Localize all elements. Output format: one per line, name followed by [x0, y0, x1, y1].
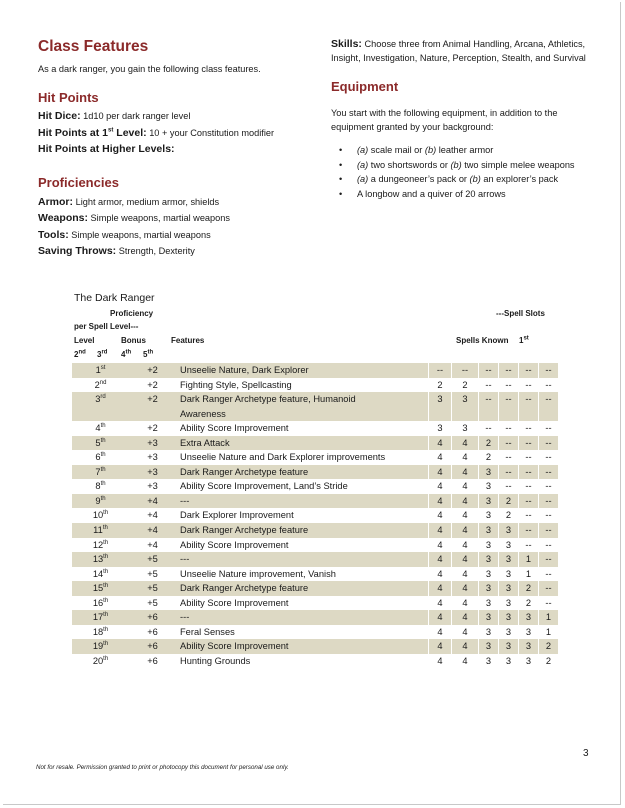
armor-label: Armor: — [38, 195, 74, 208]
hp-higher-levels-label: Hit Points at Higher Levels: — [38, 143, 175, 155]
table-row — [72, 436, 558, 451]
table-row — [72, 465, 558, 480]
equipment-item: • A longbow and a quiver of 20 arrows — [331, 188, 593, 202]
features-cell: Unseelie Nature and Dark Explorer improvements — [180, 452, 386, 463]
cantrips-cell — [429, 407, 452, 422]
header-spell-slots-right: ---Spell Slots — [496, 309, 545, 318]
cantrips-cell: 3 — [429, 392, 452, 407]
slot-1-cell: -- — [479, 378, 499, 393]
features-cell: Ability Score Improvement — [180, 539, 289, 550]
spells-known-cell: 4 — [452, 494, 479, 509]
skills-label: Skills: — [331, 38, 362, 50]
level-cell: 5th — [72, 436, 129, 451]
table-row — [72, 610, 558, 625]
table-title: The Dark Ranger — [74, 292, 155, 304]
table-row — [72, 479, 558, 494]
spells-known-cell: 4 — [452, 581, 479, 596]
features-cell: Ability Score Improvement — [180, 423, 289, 434]
features-cell: Fighting Style, Spellcasting — [180, 379, 292, 390]
bonus-cell: +5 — [129, 552, 176, 567]
features-cell: --- — [176, 552, 429, 567]
weapons-line — [38, 210, 308, 227]
slot-2-cell: -- — [499, 465, 519, 480]
level-cell: 14th — [92, 568, 109, 579]
level-cell: 6th — [95, 452, 106, 463]
dark-ranger-table — [72, 363, 558, 668]
hp-first-level-label: Hit Points at 1st Level: — [38, 126, 147, 139]
features-cell: Ability Score Improvement — [180, 597, 289, 608]
bonus-cell: +3 — [129, 465, 176, 480]
table-row — [72, 508, 558, 523]
slot-1-cell: 3 — [479, 552, 499, 567]
weapons-label: Weapons: — [38, 212, 88, 224]
bonus-cell — [129, 407, 176, 422]
cantrips-cell: 3 — [429, 421, 452, 436]
level-cell: 4th — [95, 423, 106, 434]
slot-3-cell: -- — [519, 479, 539, 494]
slot-3-cell: -- — [519, 436, 539, 451]
table-row — [72, 407, 558, 422]
features-cell: Dark Ranger Archetype feature — [176, 465, 429, 480]
spells-known-cell: 4 — [452, 552, 479, 567]
slot-1-cell: -- — [479, 392, 499, 407]
equipment-heading: Equipment — [331, 79, 399, 94]
slot-1-cell: 3 — [479, 654, 499, 669]
table-row — [72, 639, 558, 654]
table-row — [72, 596, 558, 611]
slot-3-cell: -- — [519, 378, 539, 393]
bonus-cell: +3 — [147, 481, 158, 492]
level-cell: 12th — [92, 539, 109, 550]
spells-known-cell: 4 — [452, 450, 479, 465]
class-features-intro: As a dark ranger, you gain the following class features. — [38, 64, 261, 74]
table-row — [72, 567, 558, 582]
spells-known-cell: 4 — [452, 465, 479, 480]
table-row — [72, 363, 558, 378]
slot-3-cell: 1 — [519, 552, 539, 567]
slot-3-cell: -- — [519, 421, 539, 436]
cantrips-cell: 4 — [429, 523, 452, 538]
slot-1-cell: 3 — [479, 596, 499, 611]
level-cell: 13th — [72, 552, 129, 567]
header-slot-5th: 5th — [143, 349, 154, 359]
features-cell: Dark Ranger Archetype feature — [176, 523, 429, 538]
header-level: Level — [74, 336, 95, 345]
level-cell: 7th — [72, 465, 129, 480]
slot-4-cell: -- — [539, 378, 559, 393]
header-spell-slots-left: per Spell Level--- — [74, 322, 139, 331]
spells-known-cell: 4 — [452, 596, 479, 611]
level-cell: 18th — [92, 626, 109, 637]
slot-1-cell: 3 — [479, 508, 499, 523]
slot-2-cell: 3 — [499, 625, 519, 640]
slot-1-cell: 3 — [479, 639, 499, 654]
spells-known-cell: -- — [452, 363, 479, 378]
level-cell: 8th — [95, 481, 106, 492]
saving-throws-label: Saving Throws: — [38, 245, 117, 257]
level-cell: 10th — [92, 510, 109, 521]
left-column — [38, 38, 308, 260]
header-slot-1st: 1st — [519, 335, 529, 345]
slot-4-cell: 2 — [539, 654, 559, 669]
armor-line — [38, 194, 308, 211]
hit-dice-value: 1d10 per dark ranger level — [83, 111, 191, 121]
features-cell: Unseelie Nature, Dark Explorer — [176, 363, 429, 378]
level-cell: 1st — [72, 363, 129, 378]
slot-3-cell: 3 — [519, 625, 539, 640]
slot-2-cell: 3 — [499, 552, 519, 567]
level-cell: 20th — [92, 655, 109, 666]
slot-4-cell: 1 — [539, 625, 559, 640]
table-row — [72, 552, 558, 567]
weapons-value: Simple weapons, martial weapons — [90, 213, 230, 223]
tools-line — [38, 227, 308, 244]
level-cell: 17th — [72, 610, 129, 625]
slot-3-cell: -- — [519, 508, 539, 523]
bonus-cell: +5 — [129, 581, 176, 596]
slot-2-cell: 3 — [499, 567, 519, 582]
footer-notice: Not for resale. Permission granted to print or photocopy this document for personal use only. — [36, 764, 289, 771]
level-cell: 2nd — [94, 379, 107, 390]
header-slot-4th: 4th — [121, 349, 132, 359]
slot-2-cell: 3 — [499, 581, 519, 596]
slot-1-cell: 3 — [479, 479, 499, 494]
slot-3-cell: -- — [519, 465, 539, 480]
level-cell: 19th — [72, 639, 129, 654]
bonus-cell: +2 — [147, 379, 158, 390]
features-cell: Ability Score Improvement — [176, 639, 429, 654]
cantrips-cell: 4 — [429, 596, 452, 611]
slot-3-cell — [519, 407, 539, 422]
slot-3-cell: 3 — [519, 654, 539, 669]
features-cell: Hunting Grounds — [180, 655, 251, 666]
slot-1-cell: 3 — [479, 581, 499, 596]
cantrips-cell: 4 — [429, 552, 452, 567]
slot-2-cell: 2 — [499, 508, 519, 523]
bonus-cell: +6 — [129, 639, 176, 654]
slot-2-cell: 3 — [499, 538, 519, 553]
cantrips-cell: 4 — [429, 567, 452, 582]
bonus-cell: +4 — [129, 523, 176, 538]
cantrips-cell: 4 — [429, 479, 452, 494]
slot-2-cell: 3 — [499, 596, 519, 611]
slot-3-cell: 3 — [519, 639, 539, 654]
slot-2-cell: -- — [499, 479, 519, 494]
armor-value: Light armor, medium armor, shields — [75, 196, 220, 207]
slot-4-cell: -- — [539, 552, 559, 567]
features-cell: Awareness — [176, 407, 429, 422]
slot-3-cell: 2 — [519, 581, 539, 596]
table-row — [72, 654, 558, 669]
spells-known-cell: 2 — [452, 378, 479, 393]
slot-4-cell: -- — [539, 363, 559, 378]
proficiencies-heading: Proficiencies — [38, 174, 119, 190]
saving-throws-value: Strength, Dexterity — [118, 246, 195, 256]
level-cell: 15th — [72, 581, 129, 596]
features-cell: Dark Ranger Archetype feature, Humanoid — [176, 392, 429, 407]
slot-1-cell: 3 — [479, 567, 499, 582]
cantrips-cell: 4 — [429, 465, 452, 480]
bonus-cell: +3 — [129, 436, 176, 451]
hit-dice-label: Hit Dice: — [38, 110, 81, 122]
skills-paragraph — [331, 37, 593, 65]
spells-known-cell: 4 — [452, 508, 479, 523]
level-cell: 3rd — [72, 392, 129, 407]
saving-throws-line — [38, 243, 308, 260]
hp-higher-levels-line — [38, 141, 308, 158]
spells-known-cell: 4 — [452, 479, 479, 494]
spells-known-cell: 4 — [452, 436, 479, 451]
features-cell: Dark Ranger Archetype feature — [176, 581, 429, 596]
header-proficiency: Proficiency — [110, 309, 154, 318]
spells-known-cell: 4 — [452, 639, 479, 654]
header-slot-3rd: 3rd — [97, 349, 108, 359]
right-column — [331, 37, 593, 202]
slot-4-cell: -- — [539, 421, 559, 436]
slot-4-cell: 2 — [539, 639, 559, 654]
bonus-cell: +2 — [129, 392, 176, 407]
slot-2-cell: -- — [499, 378, 519, 393]
spells-known-cell: 4 — [452, 567, 479, 582]
slot-4-cell: -- — [539, 479, 559, 494]
slot-1-cell: 3 — [479, 610, 499, 625]
table-row — [72, 392, 558, 407]
cantrips-cell: 4 — [429, 610, 452, 625]
slot-2-cell: -- — [499, 450, 519, 465]
slot-1-cell: 3 — [479, 538, 499, 553]
equipment-item: • (a) scale mail or (b) leather armor — [331, 144, 593, 158]
bonus-cell: +4 — [147, 539, 158, 550]
slot-1-cell: 2 — [479, 450, 499, 465]
slot-3-cell: -- — [519, 538, 539, 553]
slot-1-cell: 3 — [479, 523, 499, 538]
slot-3-cell: -- — [519, 363, 539, 378]
features-cell: --- — [176, 494, 429, 509]
spells-known-cell — [452, 407, 479, 422]
cantrips-cell: 4 — [429, 508, 452, 523]
bonus-cell: +2 — [129, 363, 176, 378]
slot-4-cell: -- — [539, 596, 559, 611]
slot-3-cell: 3 — [519, 610, 539, 625]
spells-known-cell: 4 — [452, 610, 479, 625]
hp-first-level-value: 10 + your Constitution modifier — [149, 127, 275, 138]
header-spells-known: Spells Known — [456, 336, 509, 345]
spells-known-cell: 4 — [452, 538, 479, 553]
slot-2-cell: 3 — [499, 654, 519, 669]
slot-3-cell: -- — [519, 392, 539, 407]
cantrips-cell: 4 — [429, 625, 452, 640]
slot-4-cell: -- — [539, 465, 559, 480]
bonus-cell: +5 — [147, 597, 158, 608]
level-cell: 9th — [72, 494, 129, 509]
slot-2-cell — [499, 407, 519, 422]
slot-4-cell: 1 — [539, 610, 559, 625]
class-features-heading: Class Features — [38, 38, 149, 55]
slot-3-cell: -- — [519, 450, 539, 465]
spells-known-cell: 4 — [452, 625, 479, 640]
hp-first-level-line — [38, 125, 308, 142]
slot-4-cell: -- — [539, 523, 559, 538]
slot-2-cell: 2 — [499, 494, 519, 509]
bonus-cell: +3 — [147, 452, 158, 463]
slot-4-cell: -- — [539, 508, 559, 523]
table-row — [72, 625, 558, 640]
level-cell: 16th — [92, 597, 109, 608]
features-cell: Dark Explorer Improvement — [180, 510, 294, 521]
slot-1-cell — [479, 407, 499, 422]
header-slot-2nd: 2nd — [74, 349, 86, 359]
bonus-cell: +2 — [147, 423, 158, 434]
hit-dice-line — [38, 108, 308, 125]
slot-2-cell: 3 — [499, 610, 519, 625]
cantrips-cell: 2 — [429, 378, 452, 393]
header-bonus: Bonus — [121, 336, 146, 345]
slot-3-cell: -- — [519, 494, 539, 509]
cantrips-cell: 4 — [429, 538, 452, 553]
equipment-list — [331, 144, 593, 201]
slot-4-cell: -- — [539, 392, 559, 407]
bonus-cell: +4 — [129, 494, 176, 509]
features-cell: Extra Attack — [176, 436, 429, 451]
hit-points-heading: Hit Points — [38, 90, 99, 105]
bonus-cell: +4 — [147, 510, 158, 521]
skills-value: Choose three from Animal Handling, Arcana, Athletics, Insight, Investigation, Nature, Perception, Stealth, and Survival — [331, 39, 586, 63]
cantrips-cell: 4 — [429, 654, 452, 669]
table-row — [72, 581, 558, 596]
bonus-cell: +6 — [129, 610, 176, 625]
slot-4-cell: -- — [539, 538, 559, 553]
cantrips-cell: 4 — [429, 581, 452, 596]
features-cell: Unseelie Nature improvement, Vanish — [180, 568, 336, 579]
tools-label: Tools: — [38, 228, 69, 241]
tools-value: Simple weapons, martial weapons — [71, 229, 211, 240]
slot-2-cell: -- — [499, 421, 519, 436]
table-row — [72, 494, 558, 509]
slot-2-cell: -- — [499, 363, 519, 378]
level-cell — [72, 407, 129, 422]
spells-known-cell: 3 — [452, 392, 479, 407]
features-cell: --- — [176, 610, 429, 625]
bonus-cell: +5 — [147, 568, 158, 579]
slot-4-cell: -- — [539, 567, 559, 582]
slot-1-cell: 3 — [479, 625, 499, 640]
slot-2-cell: -- — [499, 436, 519, 451]
slot-4-cell: -- — [539, 494, 559, 509]
page-number: 3 — [583, 748, 589, 759]
bonus-cell: +6 — [147, 655, 158, 666]
equipment-item: • (a) a dungeoneer’s pack or (b) an explorer’s pack — [331, 173, 593, 187]
equipment-item: • (a) two shortswords or (b) two simple melee weapons — [331, 159, 593, 173]
cantrips-cell: 4 — [429, 639, 452, 654]
spells-known-cell: 4 — [452, 523, 479, 538]
slot-4-cell: -- — [539, 436, 559, 451]
slot-2-cell: 3 — [499, 639, 519, 654]
level-cell: 11th — [72, 523, 129, 538]
spells-known-cell: 4 — [452, 654, 479, 669]
header-features: Features — [171, 336, 205, 345]
table-row — [72, 538, 558, 553]
slot-3-cell: 1 — [519, 567, 539, 582]
slot-2-cell: 3 — [499, 523, 519, 538]
features-cell: Ability Score Improvement, Land’s Stride — [180, 481, 348, 492]
table-row — [72, 523, 558, 538]
slot-1-cell: -- — [479, 421, 499, 436]
slot-4-cell: -- — [539, 450, 559, 465]
table-row — [72, 450, 558, 465]
slot-1-cell: 2 — [479, 436, 499, 451]
slot-3-cell: -- — [519, 523, 539, 538]
table-row — [72, 421, 558, 436]
slot-2-cell: -- — [499, 392, 519, 407]
slot-1-cell: 3 — [479, 465, 499, 480]
features-cell: Feral Senses — [180, 626, 235, 637]
slot-4-cell: -- — [539, 581, 559, 596]
spells-known-cell: 3 — [452, 421, 479, 436]
equipment-intro: You start with the following equipment, in addition to the equipment granted by your background: — [331, 108, 558, 132]
cantrips-cell: 4 — [429, 450, 452, 465]
cantrips-cell: 4 — [429, 436, 452, 451]
slot-1-cell: -- — [479, 363, 499, 378]
cantrips-cell: -- — [429, 363, 452, 378]
slot-1-cell: 3 — [479, 494, 499, 509]
slot-3-cell: 2 — [519, 596, 539, 611]
cantrips-cell: 4 — [429, 494, 452, 509]
slot-4-cell — [539, 407, 559, 422]
bonus-cell: +6 — [147, 626, 158, 637]
table-row — [72, 378, 558, 393]
